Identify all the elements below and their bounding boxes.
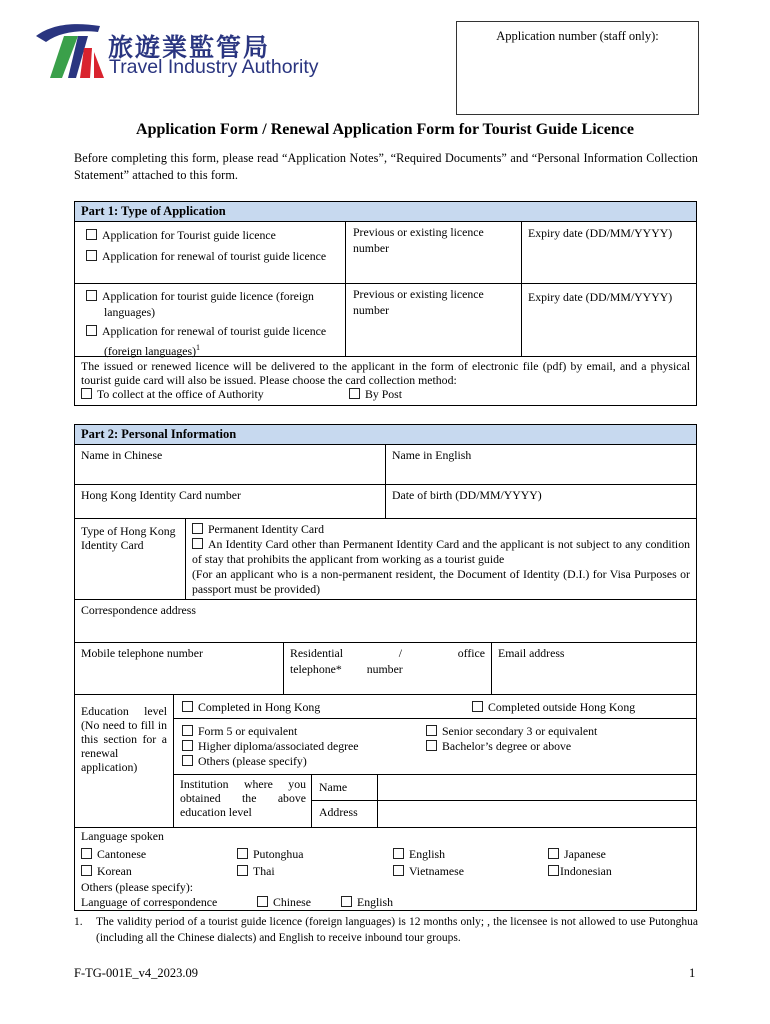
id-type-options-cell [185, 519, 696, 599]
checkbox-edu-bachelor[interactable] [426, 740, 437, 751]
tia-logo-mark-icon [34, 22, 106, 82]
edu-diploma-label: Higher diploma/associated degree [198, 739, 359, 753]
staff-application-number-box [456, 21, 699, 115]
expiry-label-2: Expiry date (DD/MM/YYYY) [528, 290, 673, 304]
form-title: Application Form / Renewal Application Form for Tourist Guide Licence [136, 121, 634, 138]
expiry-cell-2[interactable] [521, 284, 696, 356]
opt-renewal-foreign-label: Application for renewal of tourist guide licence (foreign languages) [102, 324, 327, 358]
edu-label-cell [75, 695, 173, 827]
part1-row-local [75, 222, 696, 284]
collect-office-label: To collect at the office of Authority [97, 387, 264, 401]
checkbox-edu-others[interactable] [182, 755, 193, 766]
id-other-label: An Identity Card other than Permanent Identity Card and the applicant is not subject to any condition of stay that prohibits the applicant from working as a tourist guide [192, 537, 690, 566]
lang-korean-label: Korean [97, 864, 132, 878]
local-options-cell [75, 222, 345, 283]
prev-licence-label-1: Previous or existing licence number [353, 225, 484, 255]
row-id-dob [75, 485, 696, 519]
name-cn-cell[interactable] [75, 445, 385, 484]
edu-label: Education level (No need to fill in this section for a renewal application) [81, 704, 167, 774]
checkbox-tourist-guide[interactable] [86, 229, 97, 240]
checkbox-japanese[interactable] [548, 848, 559, 859]
footnote-number: 1. [74, 916, 83, 928]
checkbox-korean[interactable] [81, 865, 92, 876]
edu-ss3-label: Senior secondary 3 or equivalent [442, 724, 598, 738]
form-code: F-TG-001E_v4_2023.09 [74, 966, 198, 980]
id-permanent-label: Permanent Identity Card [208, 522, 324, 536]
dob-cell[interactable] [385, 485, 696, 518]
address-label: Correspondence address [81, 603, 196, 617]
email-label: Email address [498, 646, 565, 660]
row-education [75, 695, 696, 828]
lang-corr-label: Language of correspondence [81, 895, 218, 909]
inst-address-input[interactable] [378, 801, 696, 827]
edu-f5-label: Form 5 or equivalent [198, 724, 298, 738]
intro-text: Before completing this form, please read “Application Notes”, “Required Documents” and “Personal Information Collection Statement” attached to this form. [74, 151, 698, 182]
checkbox-by-post[interactable] [349, 388, 360, 399]
checkbox-edu-ss3[interactable] [426, 725, 437, 736]
inst-name-input[interactable] [378, 775, 696, 800]
lang-putonghua-label: Putonghua [253, 847, 304, 861]
checkbox-corr-chinese[interactable] [257, 896, 268, 907]
part1-heading: Part 1: Type of Application [75, 202, 696, 222]
checkbox-edu-f5[interactable] [182, 725, 193, 736]
lang-english-label: English [409, 847, 446, 861]
row-id-type [75, 519, 696, 600]
inst-name-label: Name [319, 780, 348, 794]
checkbox-putonghua[interactable] [237, 848, 248, 859]
checkbox-collect-office[interactable] [81, 388, 92, 399]
checkbox-edu-outside[interactable] [472, 701, 483, 712]
checkbox-indonesian[interactable] [548, 865, 559, 876]
address-cell[interactable] [75, 600, 696, 642]
name-cn-label: Name in Chinese [81, 448, 163, 462]
checkbox-foreign[interactable] [86, 290, 97, 301]
id-type-label: Type of Hong Kong Identity Card [81, 524, 176, 552]
part1-table [74, 201, 697, 406]
hkid-label: Hong Kong Identity Card number [81, 488, 241, 502]
edu-bachelor-label: Bachelor’s degree or above [442, 739, 572, 753]
id-note: (For an applicant who is a non-permanent resident, the Document of Identity (D.I.) for Visa Purposes or passport must be provided) [192, 567, 690, 596]
delivery-cell [75, 357, 696, 405]
part1-row-foreign [75, 284, 696, 357]
mobile-label: Mobile telephone number [81, 646, 203, 660]
row-phones [75, 643, 696, 695]
checkbox-thai[interactable] [237, 865, 248, 876]
lang-thai-label: Thai [253, 864, 275, 878]
opt-renewal-label: Application for renewal of tourist guide licence [102, 248, 327, 263]
checkbox-vietnamese[interactable] [393, 865, 404, 876]
edu-options-cell [173, 695, 696, 827]
opt-foreign-label: Application for tourist guide licence (foreign languages) [102, 289, 314, 319]
lang-japanese-label: Japanese [564, 847, 606, 861]
checkbox-cantonese[interactable] [81, 848, 92, 859]
checkbox-renewal-foreign[interactable] [86, 325, 97, 336]
checkbox-english[interactable] [393, 848, 404, 859]
edu-divider [174, 718, 696, 719]
delivery-note: The issued or renewed licence will be delivered to the applicant in the form of electronic file (pdf) by email, and a physical tourist guide card will also be issued. Please choose the card collection method: [81, 359, 690, 387]
tia-logo [34, 22, 334, 82]
corr-chinese-label: Chinese [273, 895, 312, 909]
row-names [75, 445, 696, 485]
lang-spoken-label: Language spoken [81, 829, 164, 843]
checkbox-other-id[interactable] [192, 538, 203, 549]
part2-table [74, 424, 697, 911]
checkbox-corr-english[interactable] [341, 896, 352, 907]
prev-licence-label-2: Previous or existing licence number [353, 287, 484, 317]
edu-hk-label: Completed in Hong Kong [198, 700, 321, 714]
part1-row-delivery [75, 357, 696, 405]
page-number: 1 [689, 966, 696, 980]
name-en-cell[interactable] [385, 445, 696, 484]
corr-english-label: English [357, 895, 394, 909]
name-en-label: Name in English [392, 448, 472, 462]
mobile-cell[interactable] [75, 643, 283, 694]
prev-licence-cell-2[interactable] [345, 284, 521, 356]
email-cell[interactable] [491, 643, 696, 694]
edu-outside-label: Completed outside Hong Kong [488, 700, 636, 714]
row-language [75, 828, 696, 910]
logo-english-name: Travel Industry Authority [109, 56, 319, 78]
lang-vietnamese-label: Vietnamese [409, 864, 464, 878]
lang-others-label: Others (please specify): [81, 880, 194, 894]
hkid-cell[interactable] [75, 485, 385, 518]
inst-address-label: Address [319, 805, 358, 819]
staff-box-label: Application number (staff only): [496, 29, 659, 43]
checkbox-edu-hk[interactable] [182, 701, 193, 712]
checkbox-renewal[interactable] [86, 250, 97, 261]
part2-heading: Part 2: Personal Information [75, 425, 696, 445]
res-phone-cell[interactable] [283, 643, 491, 694]
prev-licence-cell-1[interactable] [345, 222, 521, 283]
lang-indonesian-label: Indonesian [560, 864, 612, 878]
foreign-options-cell [75, 284, 345, 356]
id-type-label-cell [75, 519, 185, 599]
opt-tourist-guide-label: Application for Tourist guide licence [102, 228, 276, 242]
dob-label: Date of birth (DD/MM/YYYY) [392, 488, 542, 502]
lang-cantonese-label: Cantonese [97, 847, 147, 861]
expiry-label-1: Expiry date (DD/MM/YYYY) [528, 226, 673, 240]
footnote-text: The validity period of a tourist guide licence (foreign languages) is 12 months only; , the licensee is not allowed to use Putonghua (including all the Chinese dialects) and English to receive inbound tour groups. [96, 916, 698, 944]
edu-others-label: Others (please specify) [198, 754, 307, 768]
row-address [75, 600, 696, 643]
checkbox-permanent-id[interactable] [192, 523, 203, 534]
res-phone-label: Residential / office telephone* number [290, 646, 485, 676]
expiry-cell-1[interactable] [521, 222, 696, 283]
footnote [74, 914, 698, 946]
institution-label: Institution where you obtained the above education level [180, 777, 306, 819]
footnote-mark: 1 [196, 342, 201, 352]
language-cell [75, 828, 696, 910]
checkbox-edu-diploma[interactable] [182, 740, 193, 751]
by-post-label: By Post [365, 387, 403, 401]
logo-chinese-name: 旅遊業監管局 [108, 33, 271, 62]
